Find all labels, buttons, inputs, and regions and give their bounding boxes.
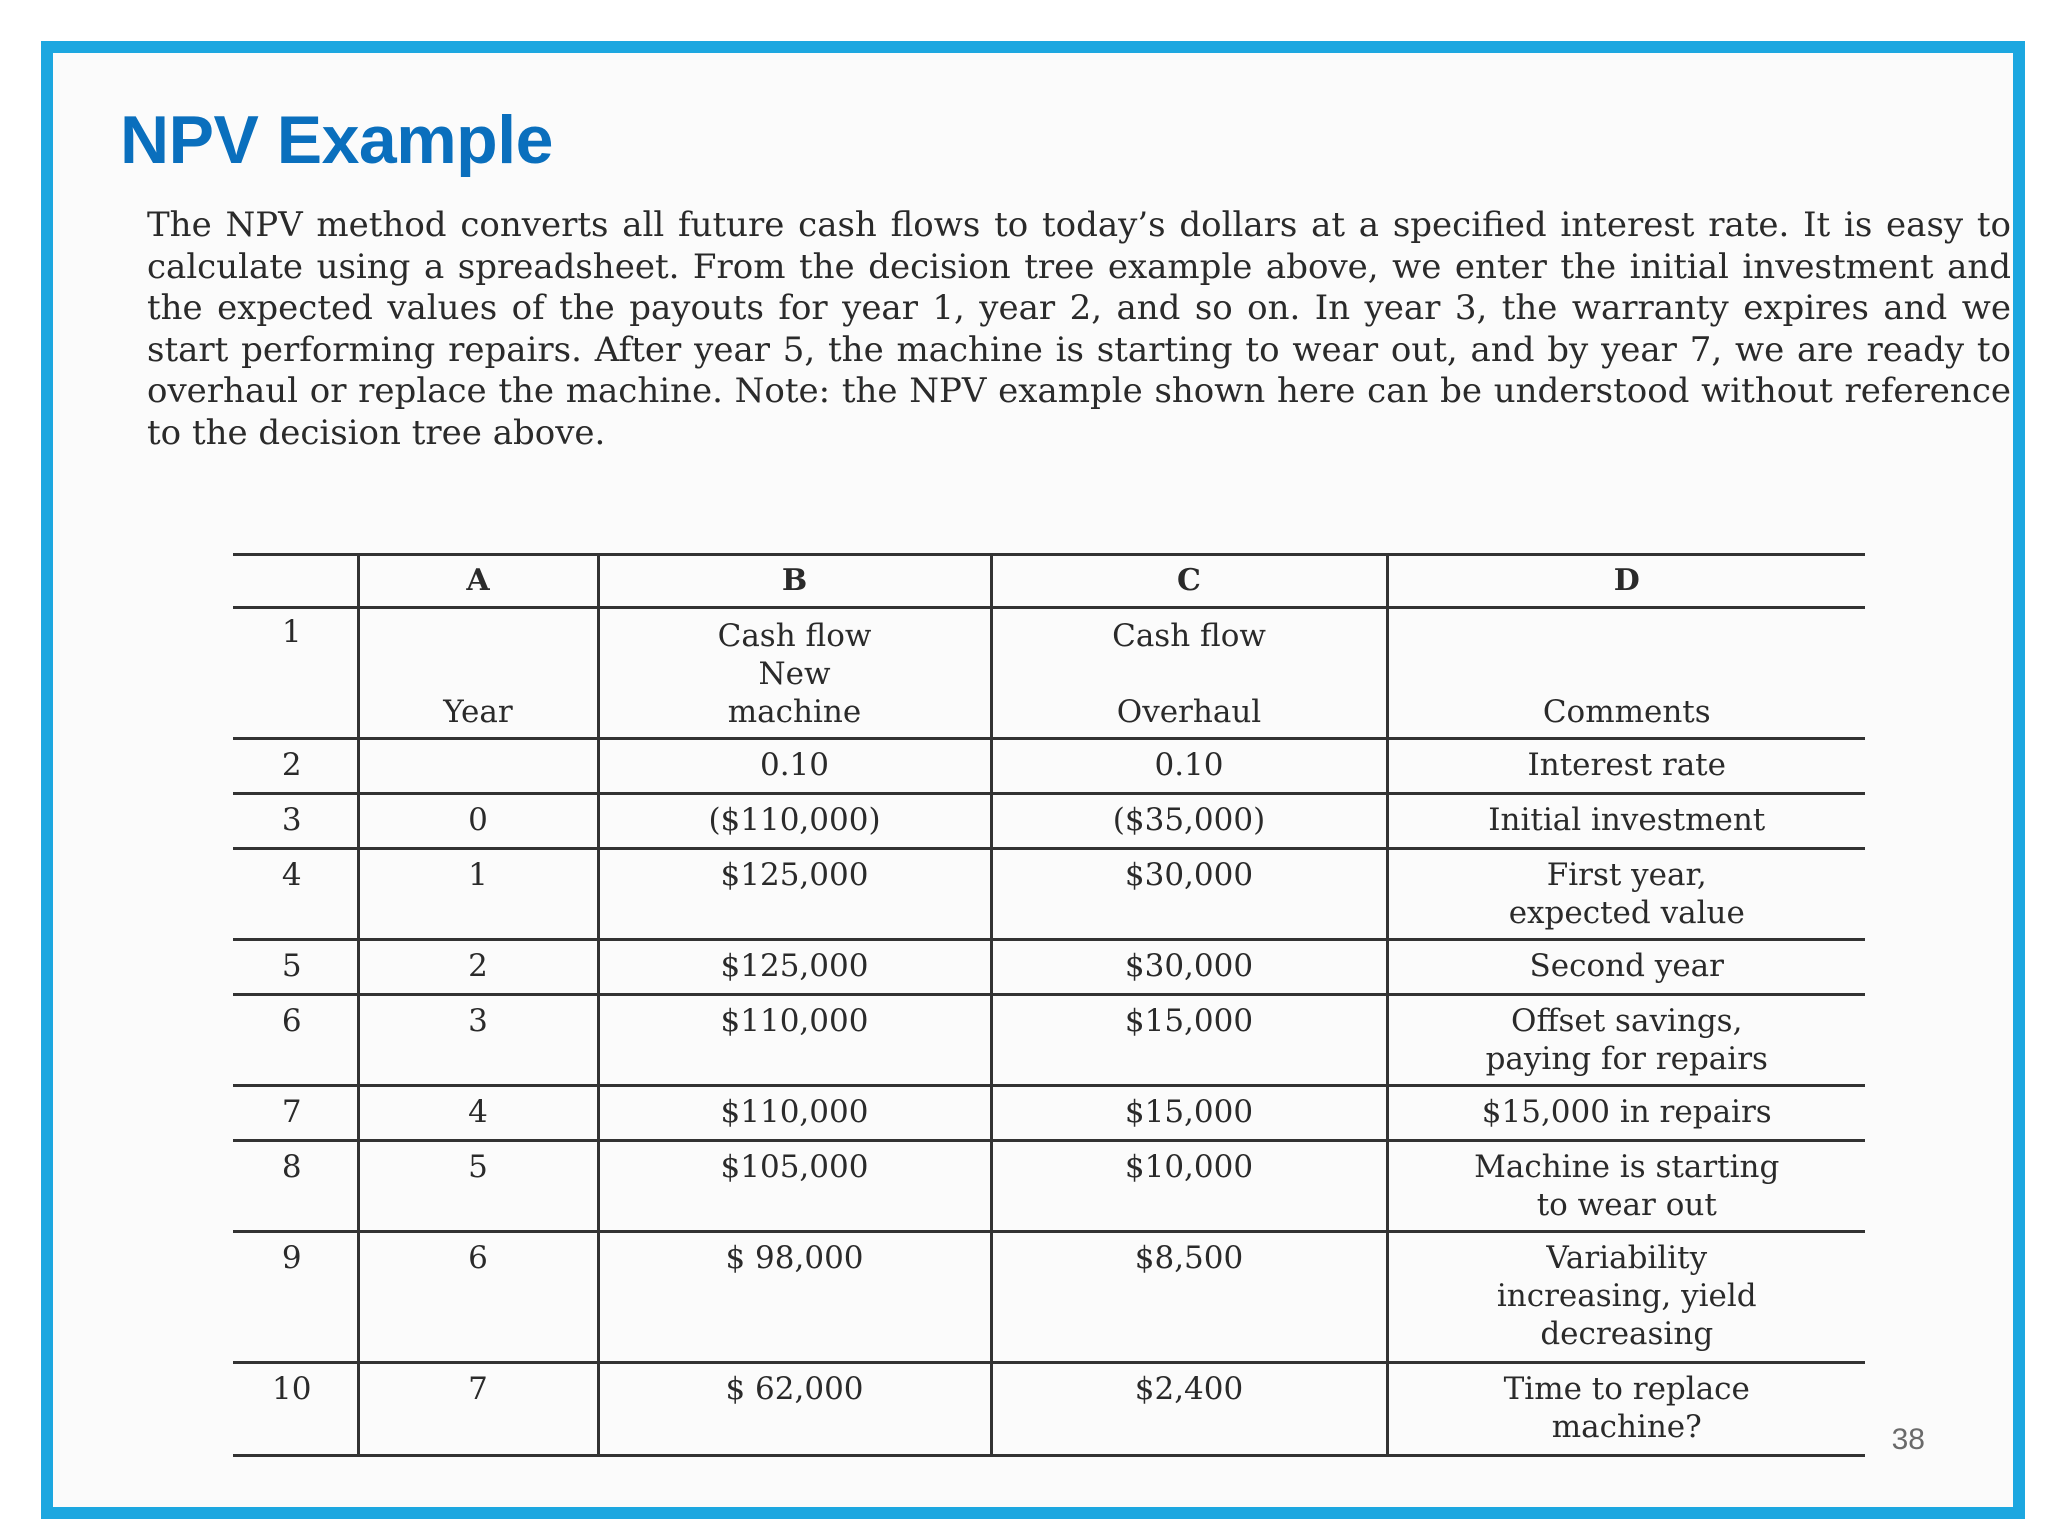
slide-title: NPV Example bbox=[120, 102, 553, 178]
header-new-machine bbox=[598, 608, 991, 739]
cell-comment-line: machine? bbox=[1551, 1409, 1702, 1445]
cell-comment bbox=[1387, 995, 1865, 1086]
cell-overhaul: $30,000 bbox=[991, 849, 1387, 940]
cell-new-machine: $ 62,000 bbox=[598, 1363, 991, 1456]
row-number: 7 bbox=[233, 1086, 358, 1141]
column-letter-d: D bbox=[1387, 555, 1865, 608]
cell-new-machine: $ 98,000 bbox=[598, 1232, 991, 1363]
cell-comment bbox=[1387, 1363, 1865, 1456]
cell-year bbox=[358, 739, 598, 794]
cell-year: 7 bbox=[358, 1363, 598, 1456]
intro-paragraph: The NPV method converts all future cash flows to today’s dollars at a specified interest rate. It is easy to calculate using a spreadsheet. From the decision tree example above, we enter the initial investment and the expected values of the payouts for year 1, year 2, and so on. In year 3, the warranty expires and we start performing repairs. After year 5, the machine is starting to wear out, and by year 7, we are ready to overhaul or replace the machine. Note: the NPV example shown here can be understood without reference to the decision tree above. bbox=[147, 205, 2011, 453]
table-row bbox=[233, 1086, 1865, 1141]
cell-overhaul: $30,000 bbox=[991, 940, 1387, 995]
row-number: 2 bbox=[233, 739, 358, 794]
cell-new-machine: $105,000 bbox=[598, 1141, 991, 1232]
row-number: 10 bbox=[233, 1363, 358, 1456]
cell-comment bbox=[1387, 1141, 1865, 1232]
header-row bbox=[233, 608, 1865, 739]
table-row bbox=[233, 849, 1865, 940]
table-row bbox=[233, 739, 1865, 794]
slide-frame bbox=[41, 41, 2025, 1519]
table-row bbox=[233, 794, 1865, 849]
cell-year: 6 bbox=[358, 1232, 598, 1363]
cell-comment-line: to wear out bbox=[1536, 1187, 1717, 1223]
header-year: Year bbox=[358, 608, 598, 739]
cell-comment-line: decreasing bbox=[1540, 1316, 1714, 1352]
cell-year: 3 bbox=[358, 995, 598, 1086]
header-new-machine-top: Cash flow bbox=[717, 618, 872, 654]
row-number: 6 bbox=[233, 995, 358, 1086]
header-comments: Comments bbox=[1387, 608, 1865, 739]
column-letter-blank bbox=[233, 555, 358, 608]
row-number: 3 bbox=[233, 794, 358, 849]
row-number: 1 bbox=[233, 608, 358, 739]
header-overhaul bbox=[991, 608, 1387, 739]
cell-comment: $15,000 in repairs bbox=[1387, 1086, 1865, 1141]
table-row bbox=[233, 940, 1865, 995]
cell-overhaul: $15,000 bbox=[991, 995, 1387, 1086]
cell-comment-line: paying for repairs bbox=[1485, 1041, 1768, 1077]
table-row bbox=[233, 1141, 1865, 1232]
table-row bbox=[233, 1363, 1865, 1456]
cell-comment: Interest rate bbox=[1387, 739, 1865, 794]
table-row bbox=[233, 995, 1865, 1086]
cell-overhaul: $10,000 bbox=[991, 1141, 1387, 1232]
cell-year: 2 bbox=[358, 940, 598, 995]
header-new-machine-mid: New bbox=[758, 656, 831, 692]
cell-comment: Initial investment bbox=[1387, 794, 1865, 849]
page-number: 38 bbox=[1891, 1423, 1925, 1456]
cell-overhaul: $8,500 bbox=[991, 1232, 1387, 1363]
cell-comment-line: expected value bbox=[1508, 895, 1745, 931]
table-row bbox=[233, 1232, 1865, 1363]
column-letter-row bbox=[233, 555, 1865, 608]
cell-year: 0 bbox=[358, 794, 598, 849]
cell-overhaul: $2,400 bbox=[991, 1363, 1387, 1456]
row-number: 8 bbox=[233, 1141, 358, 1232]
cell-year: 5 bbox=[358, 1141, 598, 1232]
row-number: 5 bbox=[233, 940, 358, 995]
npv-table bbox=[233, 553, 1865, 1457]
row-number: 9 bbox=[233, 1232, 358, 1363]
cell-comment-line: Variability bbox=[1546, 1240, 1708, 1276]
cell-comment-line: Machine is starting bbox=[1474, 1149, 1780, 1185]
cell-comment-line: increasing, yield bbox=[1496, 1278, 1757, 1314]
cell-new-machine: $110,000 bbox=[598, 995, 991, 1086]
row-number: 4 bbox=[233, 849, 358, 940]
column-letter-a: A bbox=[358, 555, 598, 608]
cell-year: 1 bbox=[358, 849, 598, 940]
cell-new-machine: ($110,000) bbox=[598, 794, 991, 849]
cell-year: 4 bbox=[358, 1086, 598, 1141]
cell-comment-line: First year, bbox=[1546, 857, 1707, 893]
cell-overhaul: 0.10 bbox=[991, 739, 1387, 794]
header-overhaul-bottom: Overhaul bbox=[1116, 694, 1262, 730]
column-letter-b: B bbox=[598, 555, 991, 608]
cell-overhaul: $15,000 bbox=[991, 1086, 1387, 1141]
cell-comment: Second year bbox=[1387, 940, 1865, 995]
cell-comment bbox=[1387, 1232, 1865, 1363]
cell-comment bbox=[1387, 849, 1865, 940]
cell-overhaul: ($35,000) bbox=[991, 794, 1387, 849]
cell-new-machine: $110,000 bbox=[598, 1086, 991, 1141]
cell-new-machine: $125,000 bbox=[598, 940, 991, 995]
header-overhaul-top: Cash flow bbox=[1112, 618, 1266, 654]
column-letter-c: C bbox=[991, 555, 1387, 608]
cell-new-machine: 0.10 bbox=[598, 739, 991, 794]
cell-comment-line: Offset savings, bbox=[1511, 1003, 1743, 1039]
header-new-machine-bottom: machine bbox=[727, 694, 862, 730]
cell-new-machine: $125,000 bbox=[598, 849, 991, 940]
cell-comment-line: Time to replace bbox=[1503, 1371, 1750, 1407]
